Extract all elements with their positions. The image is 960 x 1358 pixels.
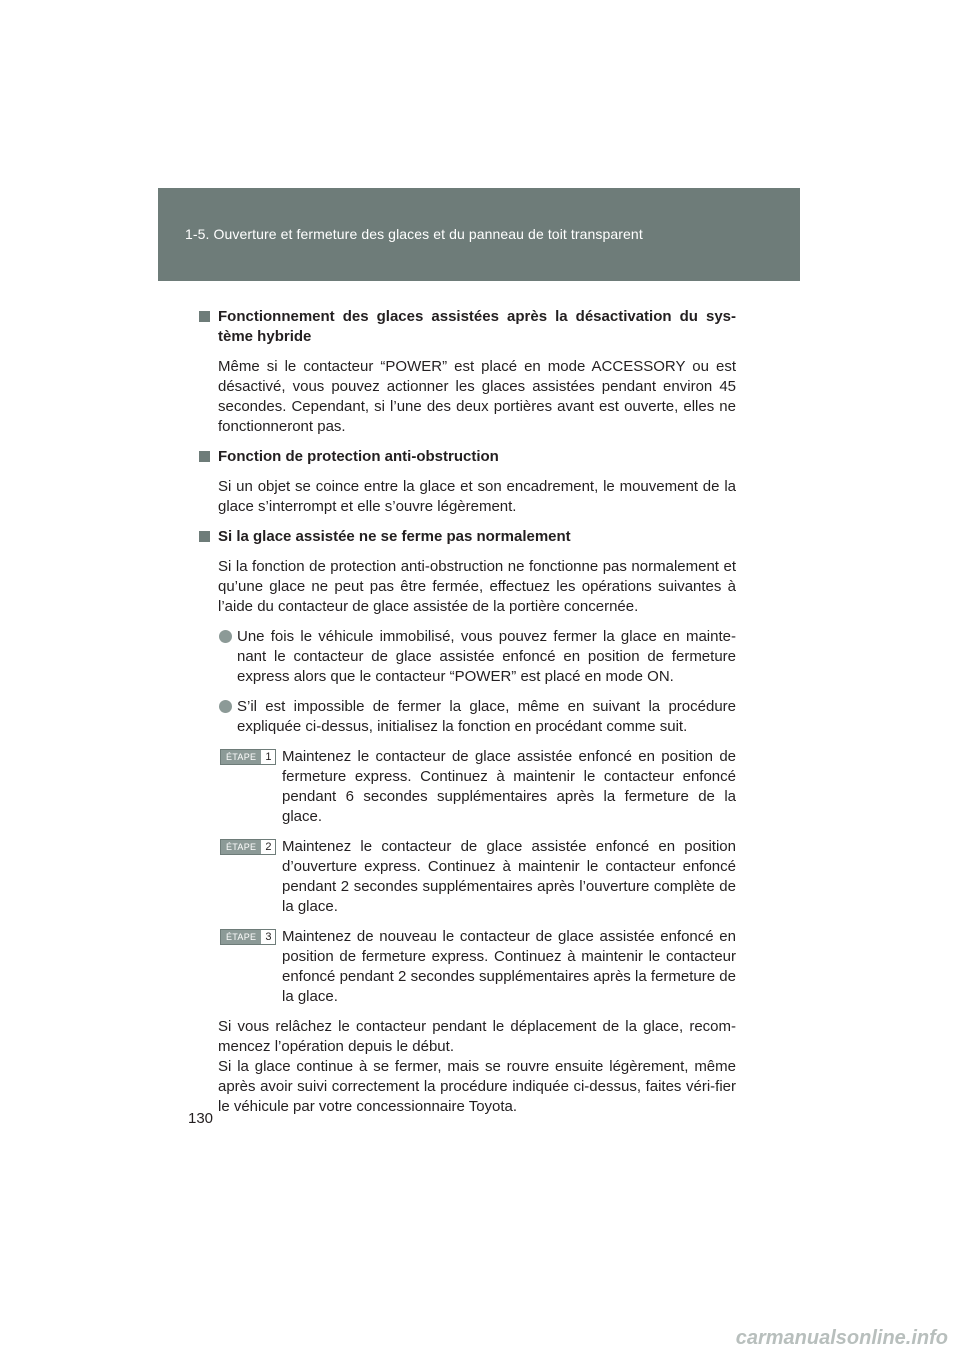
step-number: 3 [265, 931, 272, 943]
round-bullet-icon [219, 630, 232, 643]
step-item [198, 747, 736, 827]
section-text: Si un objet se coince entre la glace et son encadrement, le mouvement de la glace s’interrompt et elle s’ouvre légèrement. [218, 478, 736, 515]
step-label: ÉTAPE [221, 840, 261, 854]
step-number: 2 [265, 841, 272, 853]
step-text: Maintenez le contacteur de glace assistée enfoncé en position de fermeture express. Continuez à maintenir le contacteur enfoncé pendant 6 secondes supplémentaires après la fermeture de la glace. [282, 748, 736, 825]
watermark: carmanualsonline.info [735, 1327, 948, 1349]
closing-text: Si la glace continue à se fermer, mais se rouvre ensuite légèrement, même après avoir suivi correctement la procédure indiquée ci-dessus, faites véri-fier le véhicule par votre concessionnaire Toyota. [218, 1058, 736, 1115]
step-number: 1 [265, 751, 272, 763]
page-number: 130 [188, 1110, 214, 1127]
square-bullet-icon [199, 311, 210, 322]
step-badge [220, 929, 276, 945]
chapter-header [158, 188, 800, 281]
step-text: Maintenez de nouveau le contacteur de glace assistée enfoncé en position de fermeture express. Continuez à maintenir le contacteur enfoncé pendant 2 secondes supplémentaires après la fermeture de la glace. [282, 928, 736, 1005]
round-bullet-icon [219, 700, 232, 713]
closing-text: Si vous relâchez le contacteur pendant le déplacement de la glace, recom-mencez l’opération depuis le début. [218, 1018, 736, 1055]
step-item [198, 927, 736, 1007]
section-text: Si la fonction de protection anti-obstruction ne fonctionne pas normalement et qu’une glace ne peut pas être fermée, effectuez les opérations suivantes à l’aide du contacteur de glace assistée de la portière concernée. [218, 558, 736, 615]
section-title: Si la glace assistée ne se ferme pas normalement [198, 527, 736, 547]
square-bullet-icon [199, 531, 210, 542]
list-item: S’il est impossible de fermer la glace, même en suivant la procédure expliquée ci-dessus, initialisez la fonction en procédant comme suit. [198, 697, 736, 737]
section-title: Fonction de protection anti-obstruction [198, 447, 736, 467]
section-text: Même si le contacteur “POWER” est placé en mode ACCESSORY ou est désactivé, vous pouvez actionner les glaces assistées pendant environ 45 secondes. Cependant, si l’une des deux portières avant est ouverte, elles ne fonctionneront pas. [218, 358, 736, 435]
step-text: Maintenez le contacteur de glace assistée enfoncé en position d’ouverture express. Continuez à maintenir le contacteur enfoncé pendant 2 secondes supplémentaires après l’ouverture complète de la glace. [282, 838, 736, 915]
step-badge [220, 839, 276, 855]
step-label: ÉTAPE [221, 930, 261, 944]
step-item [198, 837, 736, 917]
section-title: Fonctionnement des glaces assistées après la désactivation du sys-tème hybride [198, 307, 736, 347]
step-label: ÉTAPE [221, 750, 261, 764]
step-badge [220, 749, 276, 765]
square-bullet-icon [199, 451, 210, 462]
page-content [198, 307, 736, 1117]
chapter-title: 1-5. Ouverture et fermeture des glaces et du panneau de toit transparent [185, 226, 643, 242]
list-item: Une fois le véhicule immobilisé, vous pouvez fermer la glace en mainte-nant le contacteur de glace assistée enfoncé en position de fermeture express alors que le contacteur “POWER” est placé en mode ON. [198, 627, 736, 687]
